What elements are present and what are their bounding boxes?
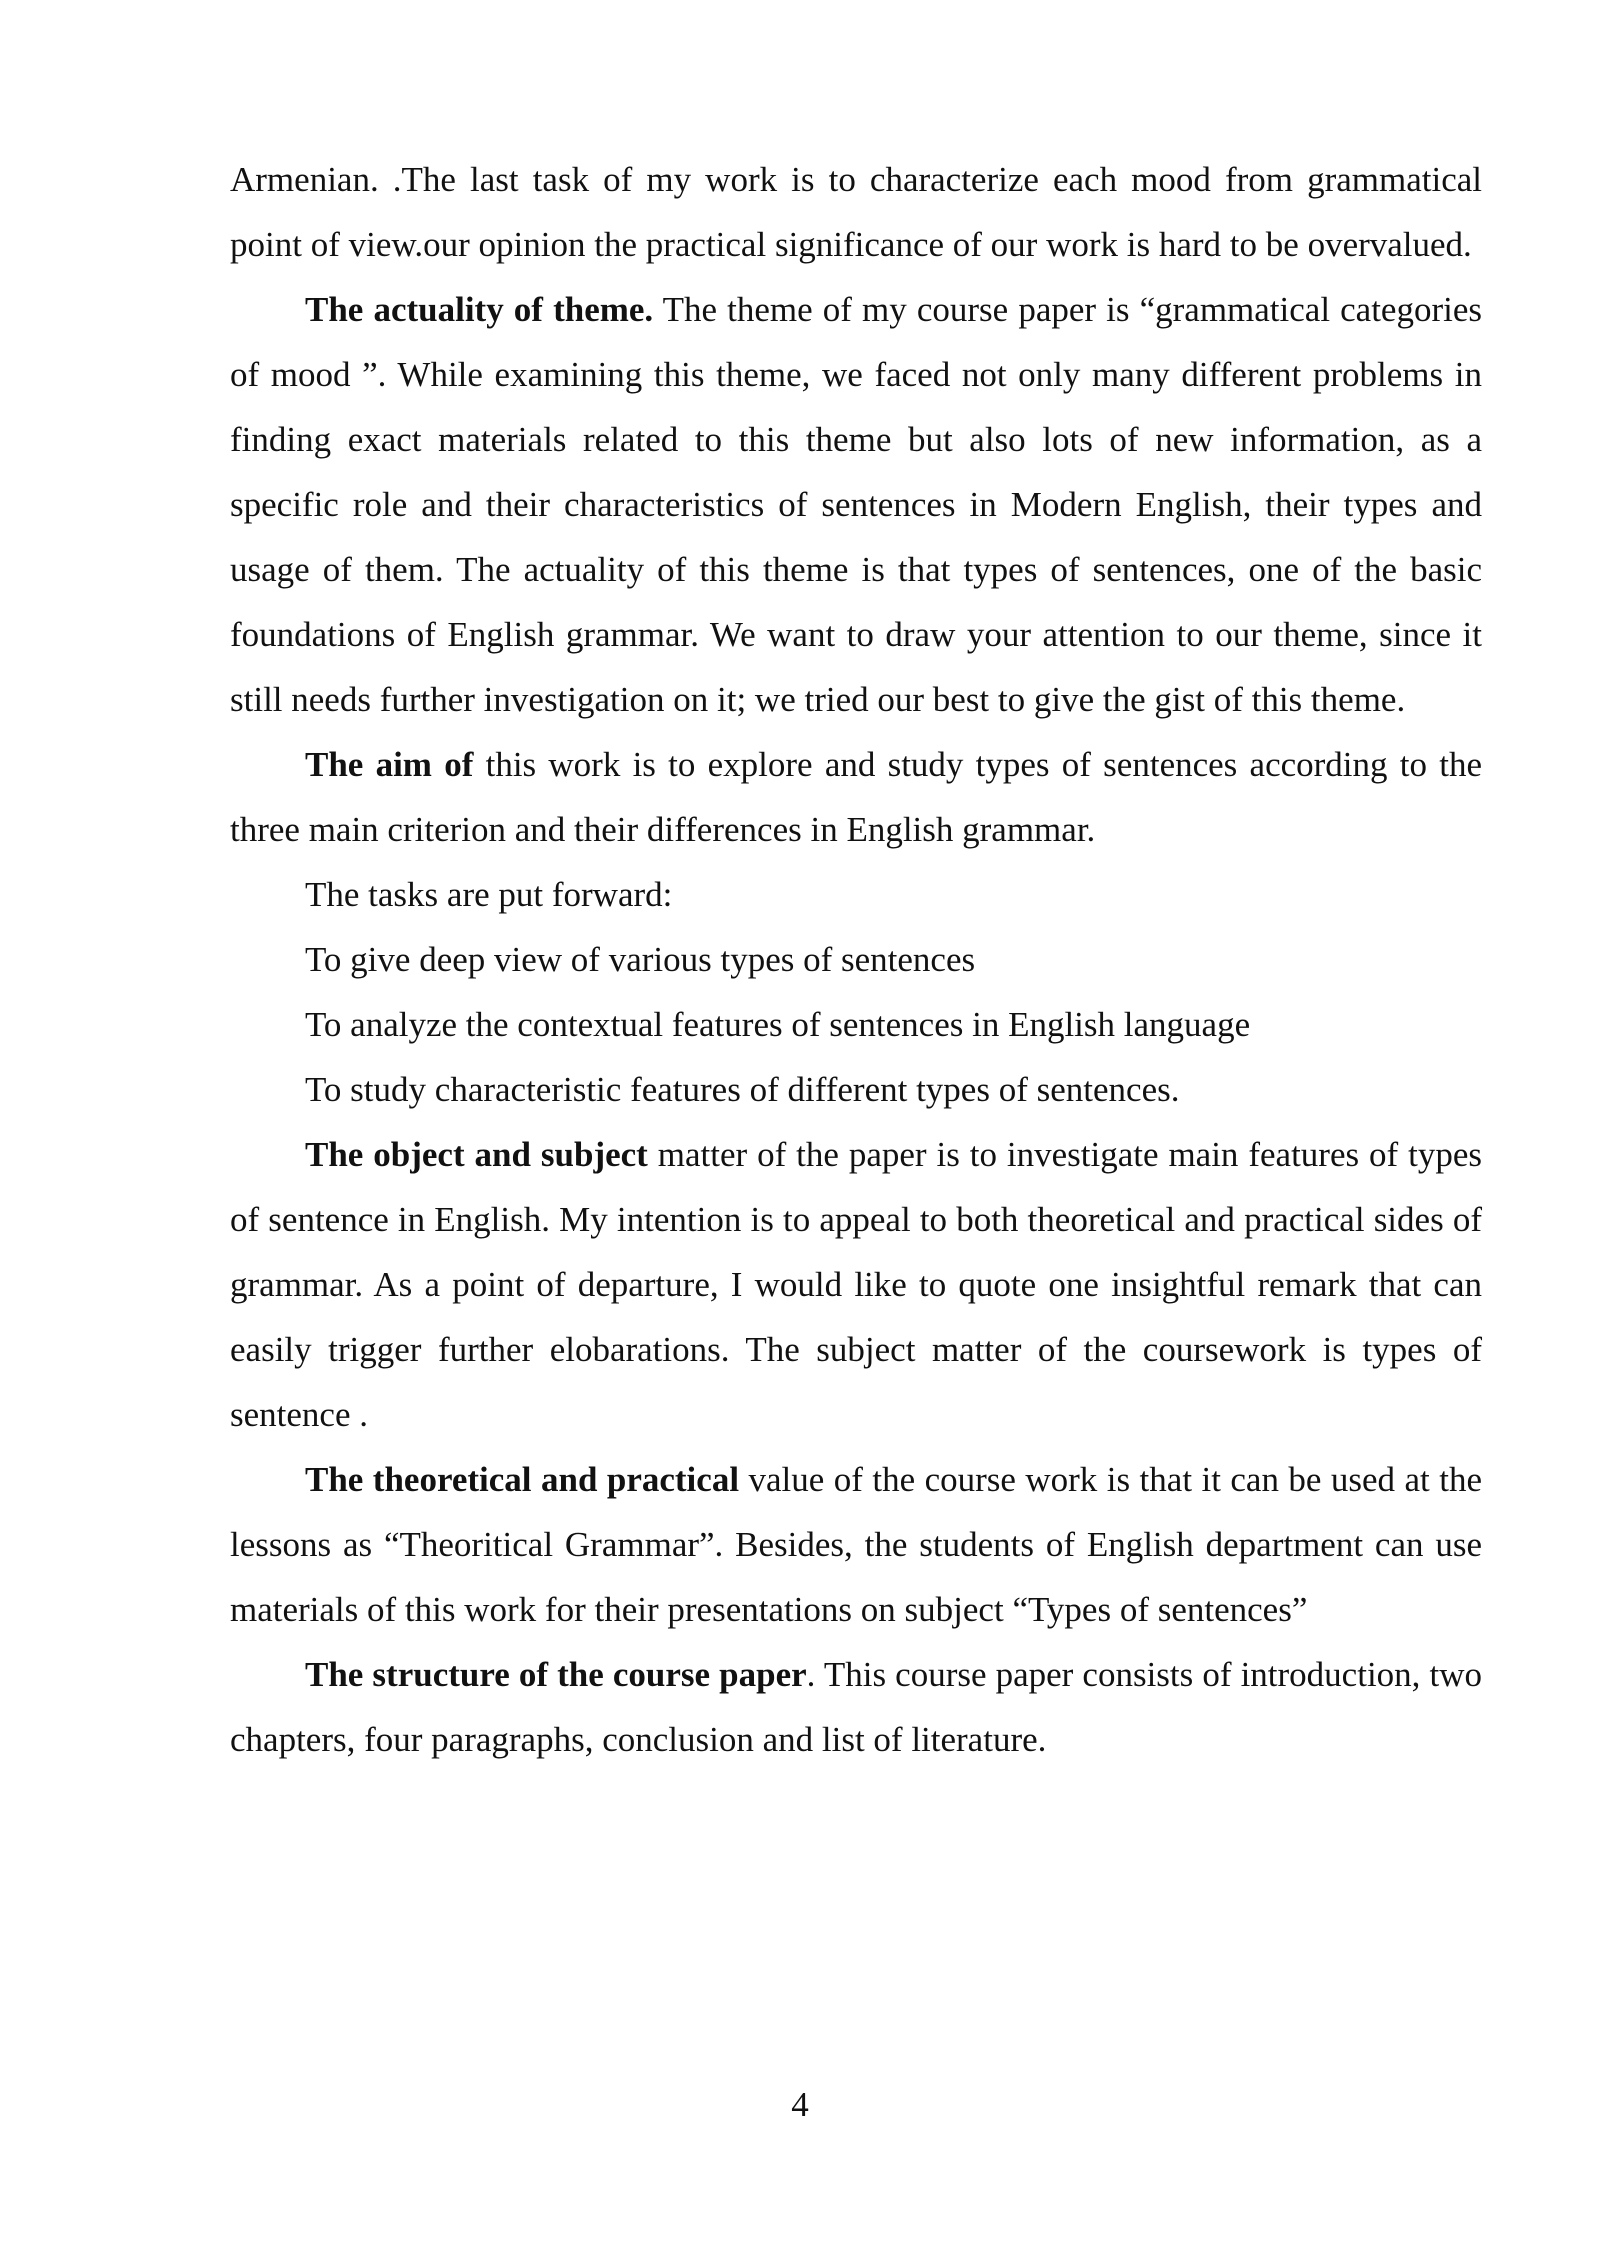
paragraph-object-and-subject: [230, 1122, 1482, 1447]
paragraph-text: The theme of my course paper is “grammatical categories of mood ”. While examining this theme, we faced not only many different problems in finding exact materials related to this theme but also lots of new information, as a specific role and their characteristics of sentences in Modern English, their types and usage of them. The actuality of this theme is that types of sentences, one of the basic foundations of English grammar. We want to draw your attention to our theme, since it still needs further investigation on it; we tried our best to give the gist of this theme.: [230, 290, 1483, 719]
paragraph-heading: The aim of: [305, 745, 474, 784]
paragraph-heading: The actuality of theme.: [305, 290, 654, 329]
paragraph-text: Armenian. .The last task of my work is to characterize each mood from grammatical point of view.our opinion the practical significance of our work is hard to be overvalued.: [230, 160, 1482, 264]
paragraph-actuality-of-theme: [230, 277, 1482, 732]
paragraph-aim: [230, 732, 1482, 862]
paragraph-text: matter of the paper is to investigate main features of types of sentence in English. My intention is to appeal to both theoretical and practical sides of grammar. As a point of departure, I would like to quote one insightful remark that can easily trigger further elobarations. The subject matter of the coursework is types of sentence .: [230, 1135, 1482, 1434]
paragraph-text: this work is to explore and study types of sentences according to the three main criterion and their differences in English grammar.: [230, 745, 1482, 849]
page-body: [230, 147, 1482, 1772]
paragraph-heading: The structure of the course paper: [305, 1655, 807, 1694]
paragraph-heading: The object and subject: [305, 1135, 648, 1174]
paragraph-heading: The theoretical and practical: [305, 1460, 740, 1499]
paragraph-intro-continuation: [230, 147, 1482, 277]
task-item: To study characteristic features of different types of sentences.: [305, 1070, 1180, 1109]
paragraph-text: . This course paper consists of introduction, two chapters, four paragraphs, conclusion and list of literature.: [230, 1655, 1483, 1759]
paragraph-structure: [230, 1642, 1482, 1772]
paragraph-text: value of the course work is that it can be used at the lessons as “Theoritical Grammar”. Besides, the students of English department can use materials of this work for their presentations on subject “Types of sentences”: [230, 1460, 1482, 1629]
task-item: To give deep view of various types of sentences: [305, 940, 976, 979]
paragraph-theoretical-practical-value: [230, 1447, 1482, 1642]
tasks-intro: The tasks are put forward:: [305, 875, 673, 914]
task-item: To analyze the contextual features of sentences in English language: [305, 1005, 1251, 1044]
page-number: 4: [791, 2085, 809, 2124]
